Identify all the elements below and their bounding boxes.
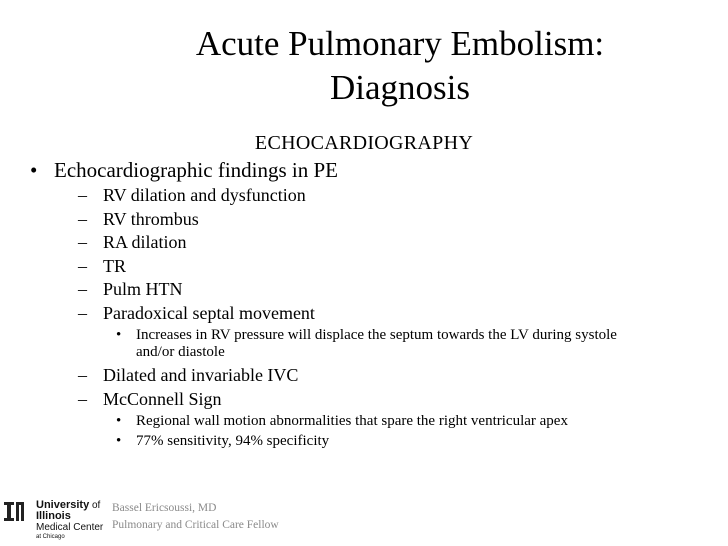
list-item: [26, 388, 706, 412]
slide-title: [100, 22, 700, 110]
sub-bullet-marker: •: [116, 413, 122, 429]
list-item-text: RA dilation: [103, 232, 187, 252]
sub-bullet-text: Increases in RV pressure will displace the septum towards the LV during systole and/or diastole: [136, 327, 617, 360]
dash-marker: –: [78, 388, 87, 409]
list-item: [26, 208, 706, 232]
footer-credit: [112, 500, 279, 534]
dash-marker: –: [78, 279, 87, 299]
sub-bullet-text: 77% sensitivity, 94% specificity: [136, 433, 330, 449]
logo-medical-center: Medical Center: [36, 522, 104, 533]
dash-marker: –: [78, 365, 87, 385]
bullet-list: [26, 156, 706, 453]
list-item-text: Paradoxical septal movement: [103, 302, 315, 323]
list-item: [26, 364, 706, 388]
logo-at-chicago: at Chicago: [36, 534, 65, 540]
logo-mark-icon: [4, 502, 24, 521]
dash-marker: –: [78, 232, 87, 252]
dash-marker: –: [78, 302, 87, 323]
list-item: [26, 255, 706, 279]
bullet-main-text: Echocardiographic findings in PE: [54, 158, 339, 182]
list-item-text: RV thrombus: [103, 208, 199, 229]
sub-bullet: [26, 327, 706, 361]
logo-of: of: [92, 500, 101, 511]
university-logo: [2, 496, 108, 540]
list-item-text: Dilated and invariable IVC: [103, 365, 299, 385]
list-item: [26, 278, 706, 302]
list-item: [26, 184, 706, 208]
logo-illinois: Illinois: [36, 510, 71, 522]
sub-bullet-marker: •: [116, 327, 122, 343]
list-item-text: TR: [103, 255, 127, 276]
list-item: [26, 302, 706, 326]
sub-bullet-text: Regional wall motion abnormalities that spare the right ventricular apex: [136, 413, 568, 429]
footer-author: Bassel Ericsoussi, MD: [112, 502, 217, 514]
section-heading: ECHOCARDIOGRAPHY: [254, 132, 474, 154]
bullet-main: [26, 156, 706, 184]
list-item: [26, 231, 706, 255]
bullet-marker: •: [30, 158, 38, 182]
logo-university: University: [36, 499, 90, 511]
list-item-text: Pulm HTN: [103, 279, 183, 299]
title-line-1: Acute Pulmonary Embolism:: [195, 24, 605, 63]
sub-bullet: [26, 433, 706, 450]
list-item-text: RV dilation and dysfunction: [103, 185, 306, 205]
dash-marker: –: [78, 255, 87, 276]
footer-role: Pulmonary and Critical Care Fellow: [112, 519, 279, 531]
dash-marker: –: [78, 208, 87, 229]
sub-bullet: [26, 413, 706, 430]
title-line-2: Diagnosis: [330, 68, 470, 107]
sub-bullet-marker: •: [116, 433, 122, 449]
dash-marker: –: [78, 185, 87, 205]
list-item-text: McConnell Sign: [103, 388, 222, 409]
